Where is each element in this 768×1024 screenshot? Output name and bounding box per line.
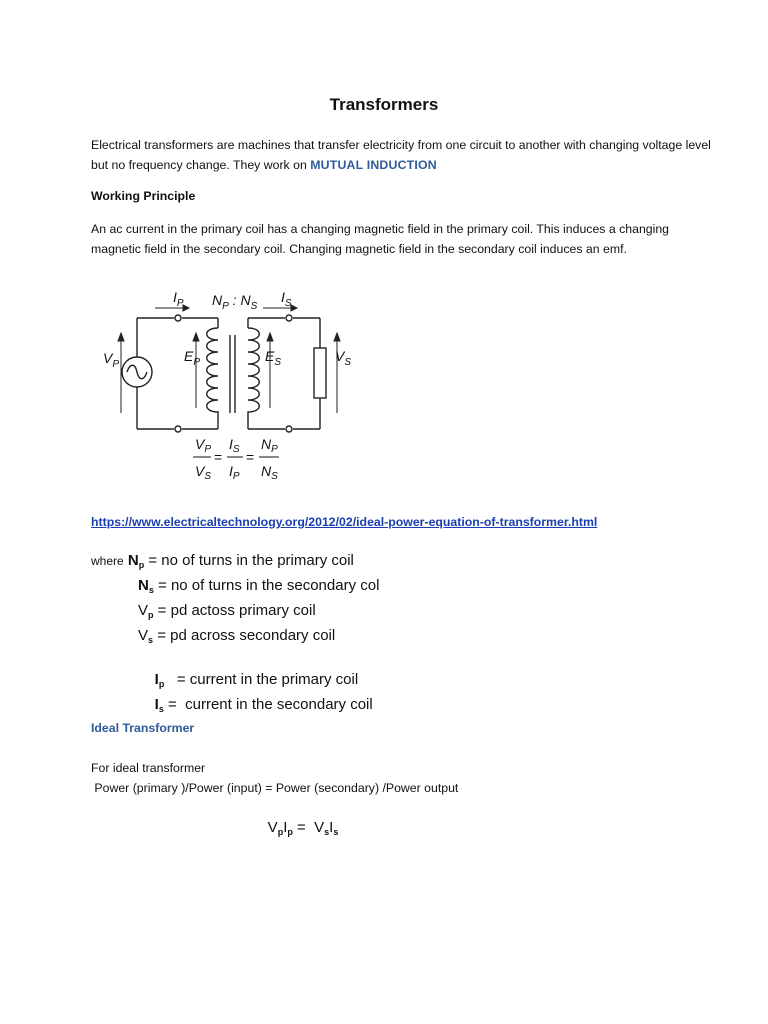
eq-sub3: s (324, 827, 330, 837)
definition-row-vp (138, 602, 316, 624)
source-link[interactable]: https://www.electricaltechnology.org/2012/02/ideal-power-equation-of-transformer.html (91, 515, 598, 529)
def-subscript: p (138, 560, 145, 570)
transformer-circuit-diagram (95, 283, 365, 493)
fraction-ns: $N_S$ (261, 463, 278, 482)
definition-row-vs (138, 627, 335, 649)
def-subscript: p (158, 679, 165, 689)
eq-sub4: s (333, 827, 339, 837)
is-label: $I_S$ (281, 289, 292, 309)
def-subscript: s (148, 635, 154, 645)
eq-i2: I (329, 819, 334, 836)
def-text: = no of turns in the primary coil (144, 552, 354, 569)
def-symbol: I (154, 671, 159, 688)
working-principle-text: An ac current in the primary coil has a changing magnetic field in the primary coil. This induces a changing magnetic field in the secondary coil. Changing magnetic field in the secondary coil induces an emf. (91, 222, 670, 256)
mutual-induction-highlight: MUTUAL INDUCTION (310, 158, 437, 172)
working-principle-heading: Working Principle (91, 189, 196, 203)
eq-v1: V (267, 819, 278, 836)
def-text: = pd across secondary coil (153, 627, 336, 644)
def-subscript: p (148, 610, 154, 620)
eq-sub1: p (277, 827, 284, 837)
ip-label: $I_P$ (173, 289, 184, 309)
def-subscript: s (148, 585, 154, 595)
def-symbol: N (138, 577, 149, 594)
current-voltage-arrows (118, 305, 340, 413)
equals-sign-1: = (214, 449, 223, 465)
ideal-transformer-heading: Ideal Transformer (91, 721, 195, 735)
fraction-ip: $I_P$ (229, 463, 240, 482)
def-symbol: V (138, 627, 149, 644)
def-symbol: I (154, 696, 159, 713)
eq-sub2: p (287, 827, 293, 837)
definition-row-np (91, 552, 354, 574)
fraction-vp: $V_P$ (195, 436, 212, 455)
transformer-core (230, 335, 235, 413)
primary-circuit (122, 315, 218, 432)
def-subscript: s (158, 704, 164, 714)
definition-row-ns (138, 577, 379, 599)
def-symbol: V (138, 602, 149, 619)
vs-label: $V_S$ (335, 348, 352, 368)
es-label: $E_S$ (265, 348, 282, 368)
ideal-line-2: Power (primary )/Power (input) = Power (secondary) /Power output (91, 781, 459, 795)
fraction-vs: $V_S$ (195, 463, 212, 482)
eq-i1: I (283, 819, 288, 836)
def-text: = current in the secondary coil (163, 696, 373, 713)
turns-ratio-label: $N_P$ : $N_S$ (212, 292, 258, 312)
page-title: Transformers (329, 95, 439, 114)
equals-sign-2: = (246, 449, 255, 465)
ideal-line-1: For ideal transformer (91, 761, 206, 775)
secondary-circuit (248, 315, 326, 432)
def-text: = no of turns in the secondary col (153, 577, 380, 594)
intro-text: Electrical transformers are machines that transfer electricity from one circuit to another with changing voltage level but no frequency change. They work on (91, 138, 711, 172)
ratio-equation (193, 436, 279, 482)
fraction-is: $I_S$ (229, 436, 240, 455)
power-equation (251, 802, 338, 854)
def-text: = pd actoss primary coil (153, 602, 316, 619)
eq-v2: V (314, 819, 325, 836)
eq-equals: = (292, 819, 315, 836)
where-label: where (91, 554, 124, 568)
ep-label: $E_P$ (184, 348, 201, 368)
def-symbol: N (127, 552, 139, 569)
vp-label: $V_P$ (103, 350, 120, 370)
def-text: = current in the primary coil (164, 671, 359, 688)
intro-paragraph (91, 135, 721, 175)
fraction-np: $N_P$ (261, 436, 278, 455)
